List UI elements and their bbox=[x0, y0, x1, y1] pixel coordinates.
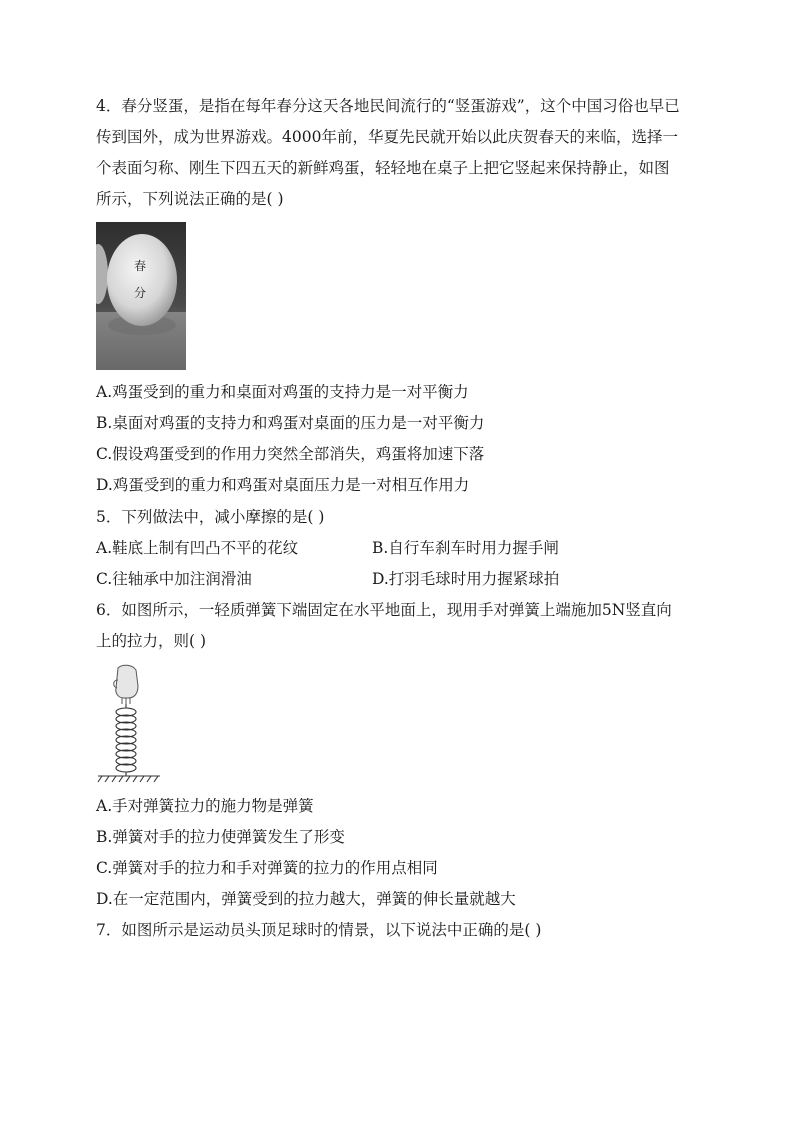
spring-figure bbox=[96, 664, 162, 784]
question-7-stem: 7．如图所示是运动员头顶足球时的情景，以下说法中正确的是( ) bbox=[96, 921, 542, 939]
question-4-option-b[interactable]: B.桌面对鸡蛋的支持力和鸡蛋对桌面的压力是一对平衡力 bbox=[96, 414, 485, 432]
question-4-stem-line-1: 4．春分竖蛋，是指在每年春分这天各地民间流行的“竖蛋游戏”，这个中国习俗也早已 bbox=[96, 97, 680, 115]
question-6-stem-line-2: 上的拉力，则( ) bbox=[96, 632, 207, 650]
question-4-stem-line-3: 个表面匀称、刚生下四五天的新鲜鸡蛋，轻轻地在桌子上把它竖起来保持静止，如图 bbox=[96, 159, 670, 177]
question-6-option-c[interactable]: C.弹簧对手的拉力和手对弹簧的拉力的作用点相同 bbox=[96, 859, 438, 877]
question-4-option-d[interactable]: D.鸡蛋受到的重力和鸡蛋对桌面压力是一对相互作用力 bbox=[96, 476, 470, 494]
question-6-option-a[interactable]: A.手对弹簧拉力的施力物是弹簧 bbox=[96, 797, 314, 815]
question-6-stem-line-1: 6．如图所示，一轻质弹簧下端固定在水平地面上，现用手对弹簧上端施加5N竖直向 bbox=[96, 601, 672, 619]
egg-photo bbox=[96, 222, 186, 370]
ground-hatch bbox=[98, 776, 160, 782]
question-5-option-d[interactable]: D.打羽毛球时用力握紧球拍 bbox=[372, 570, 560, 588]
question-4-option-c[interactable]: C.假设鸡蛋受到的作用力突然全部消失，鸡蛋将加速下落 bbox=[96, 445, 485, 463]
spring-diagram bbox=[96, 664, 162, 784]
egg-text-1: 春 bbox=[133, 259, 147, 273]
question-5-option-a[interactable]: A.鞋底上制有凹凸不平的花纹 bbox=[96, 539, 299, 557]
question-4-option-a[interactable]: A.鸡蛋受到的重力和桌面对鸡蛋的支持力是一对平衡力 bbox=[96, 383, 469, 401]
egg-text-2: 分 bbox=[133, 286, 147, 300]
hand-icon bbox=[114, 665, 138, 705]
question-4-stem-line-2: 传到国外，成为世界游戏。4000年前，华夏先民就开始以此庆贺春天的来临，选择一 bbox=[96, 128, 678, 146]
question-5-option-b[interactable]: B.自行车刹车时用力握手闸 bbox=[372, 539, 559, 557]
egg-figure bbox=[96, 222, 186, 370]
question-5-option-c[interactable]: C.往轴承中加注润滑油 bbox=[96, 570, 252, 588]
question-4-stem-line-4: 所示，下列说法正确的是( ) bbox=[96, 190, 284, 208]
spring-coil bbox=[116, 704, 136, 776]
question-5-stem: 5．下列做法中，减小摩擦的是( ) bbox=[96, 508, 325, 526]
question-6-option-d[interactable]: D.在一定范围内，弹簧受到的拉力越大，弹簧的伸长量就越大 bbox=[96, 890, 516, 908]
question-6-option-b[interactable]: B.弹簧对手的拉力使弹簧发生了形变 bbox=[96, 828, 345, 846]
